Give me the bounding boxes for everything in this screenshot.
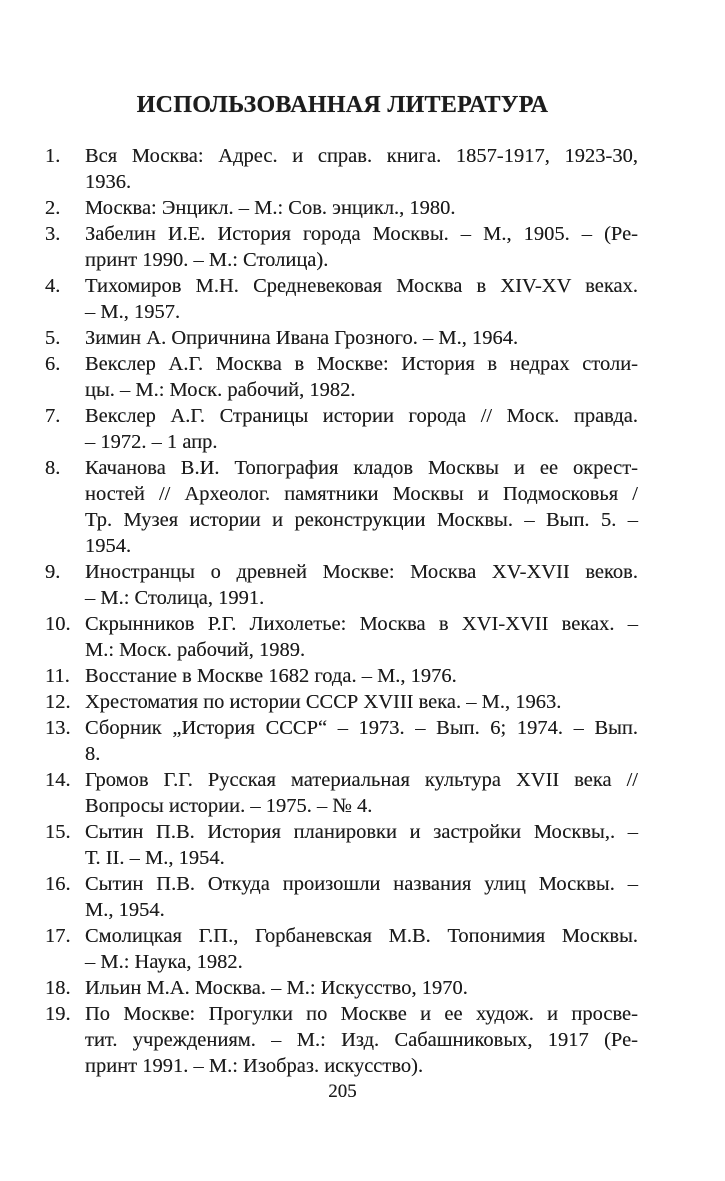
bibliography-entry — [45, 923, 638, 975]
entry-line: – М.: Столица, 1991. — [85, 587, 265, 609]
page-number: 205 — [328, 1081, 357, 1102]
entry-line: Восстание в Москве 1682 года. – М., 1976. — [85, 665, 457, 687]
entry-line: Смолицкая Г.П., Горбаневская М.В. Топонимия Москвы. — [85, 925, 638, 947]
entry-number: 18. — [45, 977, 71, 999]
entry-line: Сытин П.В. Откуда произошли названия улиц Москвы. – — [85, 873, 638, 895]
entry-line: – М.: Наука, 1982. — [85, 951, 243, 973]
entry-number: 9. — [45, 561, 61, 583]
entry-number: 7. — [45, 405, 61, 427]
bibliography-entry — [45, 325, 638, 351]
entry-line: Забелин И.Е. История города Москвы. – М., 1905. – (Ре- — [85, 223, 638, 245]
entry-line: Скрынников Р.Г. Лихолетье: Москва в XVI-XVII веках. – — [85, 613, 638, 635]
page-title: ИСПОЛЬЗОВАННАЯ ЛИТЕРАТУРА — [136, 92, 549, 118]
bibliography-list — [45, 143, 638, 1079]
bibliography-entry — [45, 455, 638, 559]
entry-number: 5. — [45, 327, 61, 349]
entry-line: М.: Моск. рабочий, 1989. — [85, 639, 306, 661]
entry-line: Громов Г.Г. Русская материальная культура XVII века // — [85, 769, 638, 791]
entry-line: – 1972. – 1 апр. — [85, 431, 218, 453]
entry-line: ностей // Археолог. памятники Москвы и Подмосковья / — [85, 483, 638, 505]
entry-line: Векслер А.Г. Страницы истории города // Моск. правда. — [85, 405, 638, 427]
entry-number: 3. — [45, 223, 61, 245]
bibliography-entry — [45, 767, 638, 819]
entry-line: Качанова В.И. Топография кладов Москвы и ее окрест- — [85, 457, 638, 479]
entry-line: Т. II. – М., 1954. — [85, 847, 225, 869]
bibliography-entry — [45, 819, 638, 871]
bibliography-entry — [45, 351, 638, 403]
bibliography-entry — [45, 663, 638, 689]
entry-line: Сборник „История СССР“ – 1973. – Вып. 6; 1974. – Вып. — [85, 717, 638, 739]
entry-line: принт 1990. – М.: Столица). — [85, 249, 329, 271]
entry-number: 14. — [45, 769, 71, 791]
entry-number: 2. — [45, 197, 61, 219]
entry-line: Ильин М.А. Москва. – М.: Искусство, 1970. — [85, 977, 468, 999]
bibliography-entry — [45, 221, 638, 273]
entry-line: 1954. — [85, 535, 132, 557]
entry-number: 11. — [45, 665, 70, 687]
entry-line: Иностранцы о древней Москве: Москва XV-XVII веков. — [85, 561, 638, 583]
entry-line: 8. — [85, 743, 101, 765]
entry-line: Москва: Энцикл. – М.: Сов. энцикл., 1980. — [85, 197, 456, 219]
entry-line: Вопросы истории. – 1975. – № 4. — [85, 795, 373, 817]
entry-line: М., 1954. — [85, 899, 165, 921]
entry-number: 17. — [45, 925, 71, 947]
entry-number: 13. — [45, 717, 71, 739]
entry-number: 6. — [45, 353, 61, 375]
entry-number: 16. — [45, 873, 71, 895]
entry-number: 1. — [45, 145, 61, 167]
bibliography-entry — [45, 689, 638, 715]
entry-number: 4. — [45, 275, 61, 297]
bibliography-entry — [45, 975, 638, 1001]
bibliography-entry — [45, 715, 638, 767]
entry-line: – М., 1957. — [85, 301, 181, 323]
bibliography-entry — [45, 143, 638, 195]
entry-line: Сытин П.В. История планировки и застройки Москвы,. – — [85, 821, 638, 843]
bibliography-entry — [45, 403, 638, 455]
entry-number: 15. — [45, 821, 71, 843]
entry-line: тит. учреждениям. – М.: Изд. Сабашниковых, 1917 (Ре- — [85, 1029, 638, 1051]
bibliography-entry — [45, 1001, 638, 1079]
entry-number: 8. — [45, 457, 61, 479]
entry-line: Зимин А. Опричнина Ивана Грозного. – М., 1964. — [85, 327, 519, 349]
bibliography-entry — [45, 559, 638, 611]
entry-line: Тихомиров М.Н. Средневековая Москва в XIV-XV веках. — [85, 275, 638, 297]
entry-line: По Москве: Прогулки по Москве и ее худож. и просве- — [85, 1003, 638, 1025]
entry-line: принт 1991. – М.: Изобраз. искусство). — [85, 1055, 424, 1077]
entry-line: цы. – М.: Моск. рабочий, 1982. — [85, 379, 356, 401]
bibliography-entry — [45, 195, 638, 221]
entry-line: 1936. — [85, 171, 132, 193]
bibliography-entry — [45, 611, 638, 663]
entry-number: 12. — [45, 691, 71, 713]
bibliography-entry — [45, 273, 638, 325]
entry-line: Вся Москва: Адрес. и справ. книга. 1857-1917, 1923-30, — [85, 145, 638, 167]
entry-line: Векслер А.Г. Москва в Москве: История в недрах столи- — [85, 353, 638, 375]
entry-number: 19. — [45, 1003, 71, 1025]
entry-number: 10. — [45, 613, 71, 635]
entry-line: Хрестоматия по истории СССР XVIII века. – М., 1963. — [85, 691, 562, 713]
bibliography-entry — [45, 871, 638, 923]
entry-line: Тр. Музея истории и реконструкции Москвы. – Вып. 5. – — [85, 509, 638, 531]
